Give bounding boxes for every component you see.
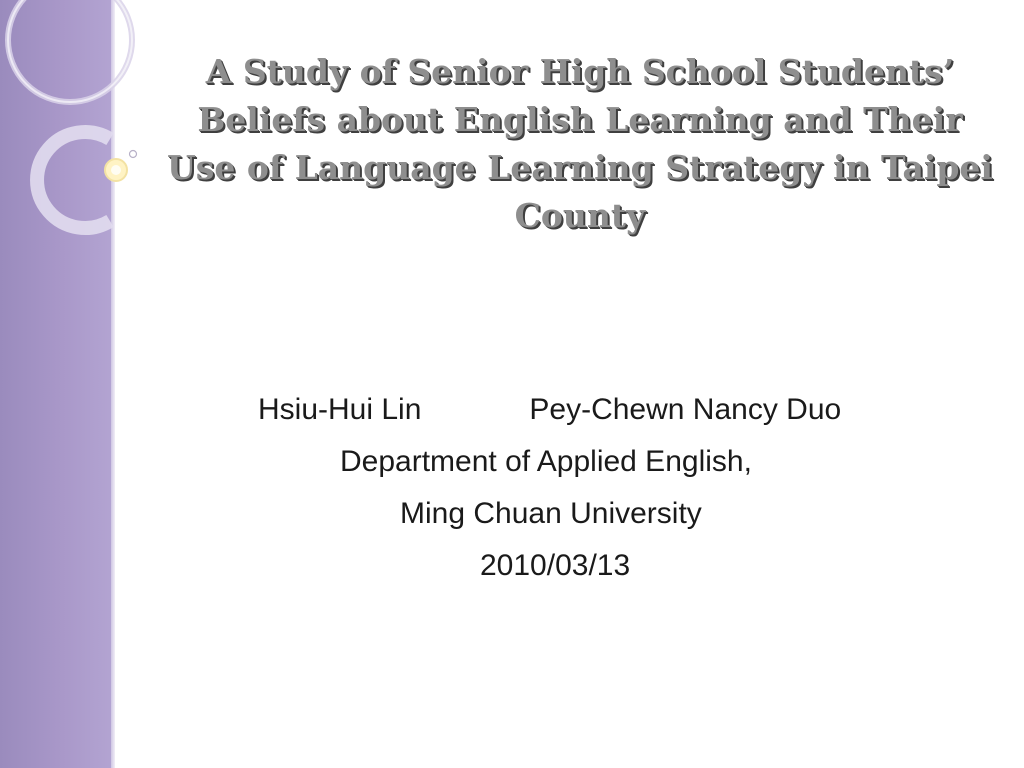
university: Ming Chuan University [400,497,702,530]
authors-line [258,384,841,436]
slide-title: A Study of Senior High School Students’ Beliefs about English Learning and Their Use of Language Learning Strategy in Taipei County [167,52,993,235]
large-ring-decoration [8,0,132,102]
small-ring-decoration [37,132,110,228]
small-dot-decoration [130,151,137,158]
decorative-rings [0,0,160,280]
department: Department of Applied English, [340,445,752,478]
author-2: Pey-Chewn Nancy Duo [529,393,842,426]
author-1: Hsiu-Hui Lin [258,393,422,426]
presentation-date: 2010/03/13 [480,549,631,582]
